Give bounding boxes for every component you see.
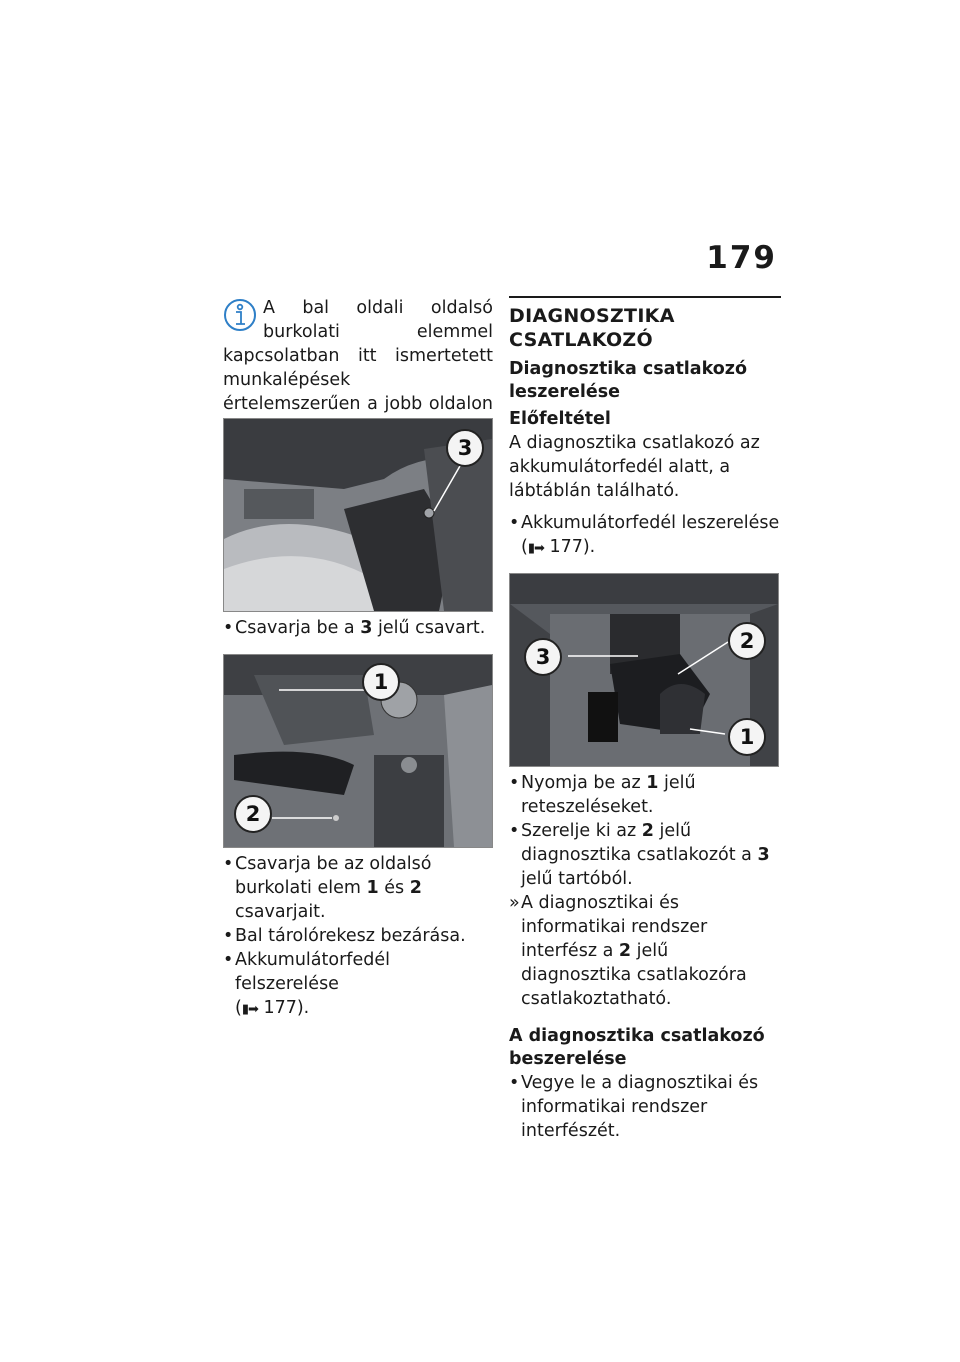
step-text: jelű tartóból. — [521, 869, 633, 889]
info-note — [223, 296, 493, 416]
step-text: Csavarja be az oldalsó burkolati elem — [235, 854, 432, 898]
section-heading: DIAGNOSZTIKA CSATLAKOZÓ — [509, 305, 675, 351]
figure-diagnostic-connector — [509, 573, 779, 767]
subheading-installation: A diagnosztika csatlakozó beszerelése — [509, 1026, 765, 1069]
step-text: és — [384, 878, 405, 898]
info-icon — [223, 298, 257, 332]
step-text: Akkumulátorfedél felszerelése — [235, 950, 390, 994]
figure3-callout-3: 3 — [524, 638, 562, 676]
left-steps-2 — [223, 852, 493, 1022]
page-ref-arrow-icon: ▮➡ — [527, 541, 544, 556]
step-text: csavarjait. — [235, 902, 326, 922]
ref-number: 2 — [409, 878, 422, 898]
ref-number: 2 — [618, 941, 632, 961]
figure3-callout-2: 2 — [728, 622, 766, 660]
figure3-callout-1: 1 — [728, 718, 766, 756]
figure-side-panel-screw — [223, 418, 493, 612]
figure2-callout-1: 1 — [362, 663, 400, 701]
figure2-callout-2: 2 — [234, 795, 272, 833]
ref-number: 3 — [360, 618, 373, 638]
result-interface-connect — [509, 891, 781, 1011]
step-remove-battery-cover: • Akkumulátorfedél leszerelése (▮➡ 177). — [509, 511, 781, 561]
figure-side-panel-screws — [223, 654, 493, 848]
step-close-storage — [223, 924, 493, 948]
page-ref-arrow-icon: ▮➡ — [241, 1002, 258, 1017]
step-text: Nyomja be az — [521, 773, 641, 793]
right-steps-2 — [509, 771, 781, 1011]
prerequisite-text: A diagnosztika csatlakozó az akkumulátorfedél alatt, a lábtáblán található. — [509, 433, 760, 501]
right-column — [509, 296, 781, 1143]
step-text: A diagnosztikai és informatikai rendszer interfész a — [521, 893, 708, 961]
step-text: jelű csavart. — [378, 618, 486, 638]
ref-number: 2 — [641, 821, 654, 841]
ref-number: 3 — [757, 845, 770, 865]
step-text: Akkumulátorfedél leszerelése — [521, 513, 780, 533]
left-column — [223, 296, 493, 1022]
step-remove-interface — [509, 1071, 781, 1143]
figure1-callout-3: 3 — [446, 429, 484, 467]
step-text: jelű diagnosztika csatlakozóra csatlakoztatható. — [521, 941, 747, 1009]
heading-rule — [509, 296, 781, 298]
step-text: Vegye le a diagnosztikai és informatikai rendszer interfészét. — [521, 1073, 759, 1141]
step-text: jelű diagnosztika csatlakozót a — [521, 821, 752, 865]
left-steps-1 — [223, 616, 493, 640]
step-text: Szerelje ki az — [521, 821, 637, 841]
page-ref[interactable]: 177). — [549, 537, 596, 557]
step-install-battery-cover: • Akkumulátorfedél felszerelése (▮➡ 177). — [223, 948, 493, 1022]
step-screw-3 — [223, 616, 493, 640]
step-text: Csavarja be a — [235, 618, 355, 638]
page-number: 179 — [706, 240, 777, 276]
right-steps-1 — [509, 511, 781, 561]
page-ref[interactable]: 177). — [263, 998, 310, 1018]
step-press-latches — [509, 771, 781, 819]
prerequisite-label: Előfeltétel — [509, 409, 611, 429]
step-text: Bal tárolórekesz bezárása. — [235, 926, 466, 946]
step-screws-1-2 — [223, 852, 493, 924]
step-text: jelű reteszeléseket. — [521, 773, 696, 817]
subheading-removal: Diagnosztika csatlakozó leszerelése — [509, 359, 748, 402]
info-note-text: A bal oldali oldalsó burkolati elemmel kapcsolatban itt ismertetett munkalépések értelemszerűen a jobb oldalon — [223, 298, 493, 414]
ref-number: 1 — [366, 878, 379, 898]
right-steps-3 — [509, 1071, 781, 1143]
step-remove-connector — [509, 819, 781, 891]
ref-number: 1 — [646, 773, 659, 793]
